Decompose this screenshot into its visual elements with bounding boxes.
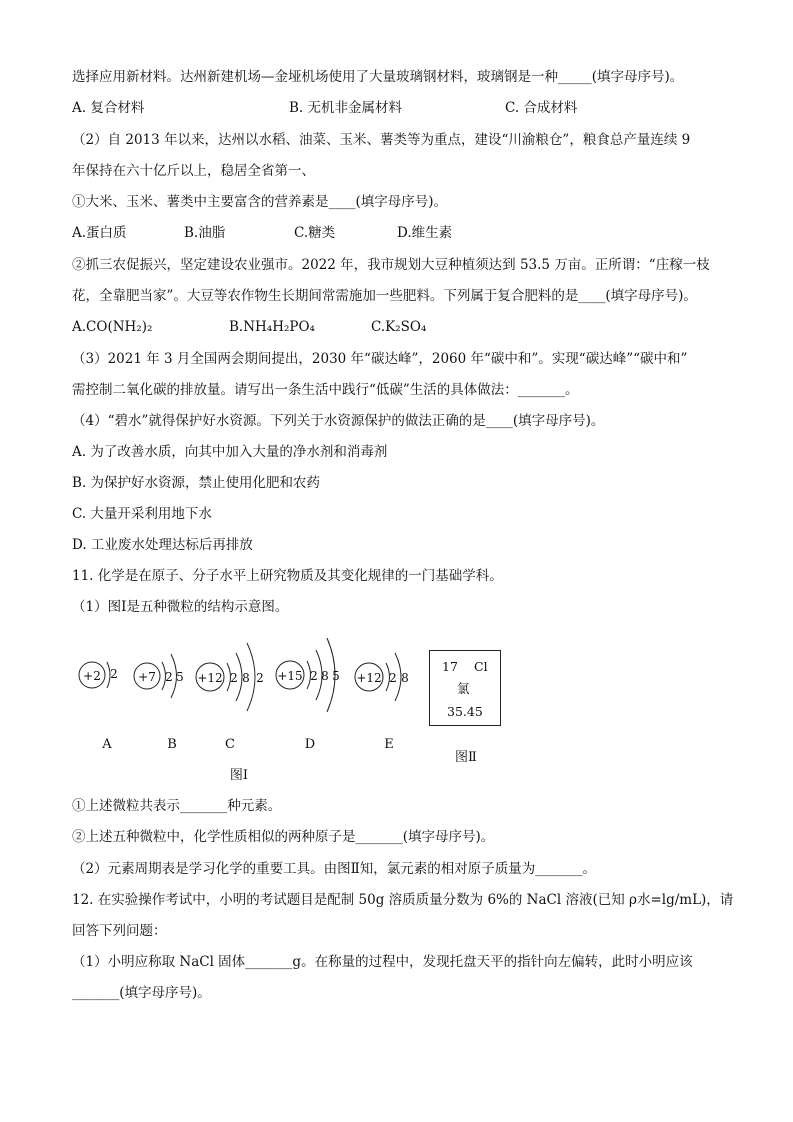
option-b: B. 无机非金属材料 bbox=[289, 100, 403, 116]
atom-label-d: D bbox=[304, 737, 316, 752]
nucleus-charge-c: +12 bbox=[197, 671, 223, 685]
electron-count: 5 bbox=[176, 670, 184, 684]
electron-count: 2 bbox=[110, 667, 118, 681]
electron-count: 8 bbox=[321, 669, 329, 683]
text-line: ②抓三农促振兴，坚定建设农业强市。2022 年，我市规划大豆种植须达到 53.5 万亩。正所谓：“庄稼一枝 bbox=[72, 257, 710, 273]
option-c: C.糖类 bbox=[294, 225, 336, 241]
nucleus-charge-d: +15 bbox=[277, 669, 303, 683]
text-line: （1）小明应称取 NaCl 固体_______g。在称量的过程中，发现托盘天平的指针向左偏转，此时小明应该 bbox=[72, 954, 693, 970]
text-line: ②上述五种微粒中，化学性质相似的两种原子是_______(填字母序号)。 bbox=[72, 829, 495, 845]
option-c: C. 合成材料 bbox=[505, 100, 578, 116]
electron-count: 8 bbox=[242, 671, 250, 685]
electron-count: 5 bbox=[332, 669, 340, 683]
electron-count: 2 bbox=[165, 670, 173, 684]
option-a: A. 为了改善水质，向其中加入大量的净水剂和消毒剂 bbox=[72, 444, 388, 460]
electron-count: 2 bbox=[389, 671, 397, 685]
text-line: 年保持在六十亿斤以上，稳居全省第一、 bbox=[72, 163, 315, 179]
element-symbol: Cl bbox=[474, 659, 488, 674]
text-line: （1）图Ⅰ是五种微粒的结构示意图。 bbox=[72, 599, 289, 615]
option-c: C.K₂SO₄ bbox=[371, 319, 427, 335]
text-line: _______(填字母序号)。 bbox=[72, 985, 211, 1001]
atom-label-c: C bbox=[225, 737, 235, 752]
electron-count: 2 bbox=[310, 669, 318, 683]
text-line: （4）“碧水”就得保护好水资源。下列关于水资源保护的做法正确的是____(填字母序号)。 bbox=[72, 413, 605, 429]
option-d: D.维生素 bbox=[397, 225, 453, 241]
question-11: 11. 化学是在原子、分子水平上研究物质及其变化规律的一门基础学科。 bbox=[72, 568, 503, 584]
option-b: B.油脂 bbox=[184, 225, 226, 241]
option-a: A. 复合材料 bbox=[72, 100, 145, 116]
electron-count: 2 bbox=[256, 671, 264, 685]
text-line: （3）2021 年 3 月全国两会期间提出，2030 年“碳达峰”，2060 年“碳中和”。实现“碳达峰”“碳中和” bbox=[72, 351, 688, 367]
option-c: C. 大量开采利用地下水 bbox=[72, 506, 212, 522]
option-d: D. 工业废水处理达标后再排放 bbox=[72, 537, 253, 553]
atom-label-b: B bbox=[167, 737, 177, 752]
text-line: （2）自 2013 年以来，达州以水稻、油菜、玉米、薯类等为重点，建设“川渝粮仓”，粮食总产量连续 9 bbox=[72, 132, 691, 148]
option-b: B. 为保护好水资源，禁止使用化肥和农药 bbox=[72, 475, 321, 491]
text-line: 需控制二氧化碳的排放量。请写出一条生活中践行“低碳”生活的具体做法：_______。 bbox=[72, 382, 579, 398]
atom-label-e: E bbox=[384, 737, 394, 752]
electron-count: 8 bbox=[401, 671, 409, 685]
element-name: 氯 bbox=[457, 681, 470, 696]
atomic-number: 17 bbox=[442, 659, 458, 674]
atom-label-a: A bbox=[102, 737, 112, 752]
option-a: A.CO(NH₂)₂ bbox=[72, 319, 153, 335]
question-12: 12. 在实验操作考试中，小明的考试题目是配制 50g 溶质质量分数为 6%的 NaCl 溶液(已知 ρ水=lg/mL)，请 bbox=[72, 892, 734, 908]
text-line: ①大米、玉米、薯类中主要富含的营养素是____(填字母序号)。 bbox=[72, 194, 448, 210]
nucleus-charge-b: +7 bbox=[138, 670, 156, 684]
figure-2-caption: 图Ⅱ bbox=[455, 750, 477, 765]
option-a: A.蛋白质 bbox=[72, 225, 127, 241]
text-line: 回答下列问题： bbox=[72, 923, 167, 939]
text-line: ①上述微粒共表示_______种元素。 bbox=[72, 798, 282, 814]
text-line: 花，全靠肥当家”。大豆等农作物生长期间常需施加一些肥料。下列属于复合肥料的是____(填字母序号)。 bbox=[72, 288, 697, 304]
nucleus-charge-a: +2 bbox=[83, 669, 101, 683]
figure-1-caption: 图Ⅰ bbox=[229, 768, 249, 783]
nucleus-charge-e: +12 bbox=[356, 671, 382, 685]
electron-count: 2 bbox=[230, 671, 238, 685]
atomic-mass: 35.45 bbox=[447, 704, 483, 719]
text-line: （2）元素周期表是学习化学的重要工具。由图Ⅱ知，氯元素的相对原子质量为_______。 bbox=[72, 861, 597, 877]
option-b: B.NH₄H₂PO₄ bbox=[229, 319, 315, 335]
element-cell-chlorine bbox=[429, 650, 501, 726]
text-line: 选择应用新材料。达州新建机场—金垭机场使用了大量玻璃钢材料，玻璃钢是一种_____(填字母序号)。 bbox=[72, 69, 684, 85]
